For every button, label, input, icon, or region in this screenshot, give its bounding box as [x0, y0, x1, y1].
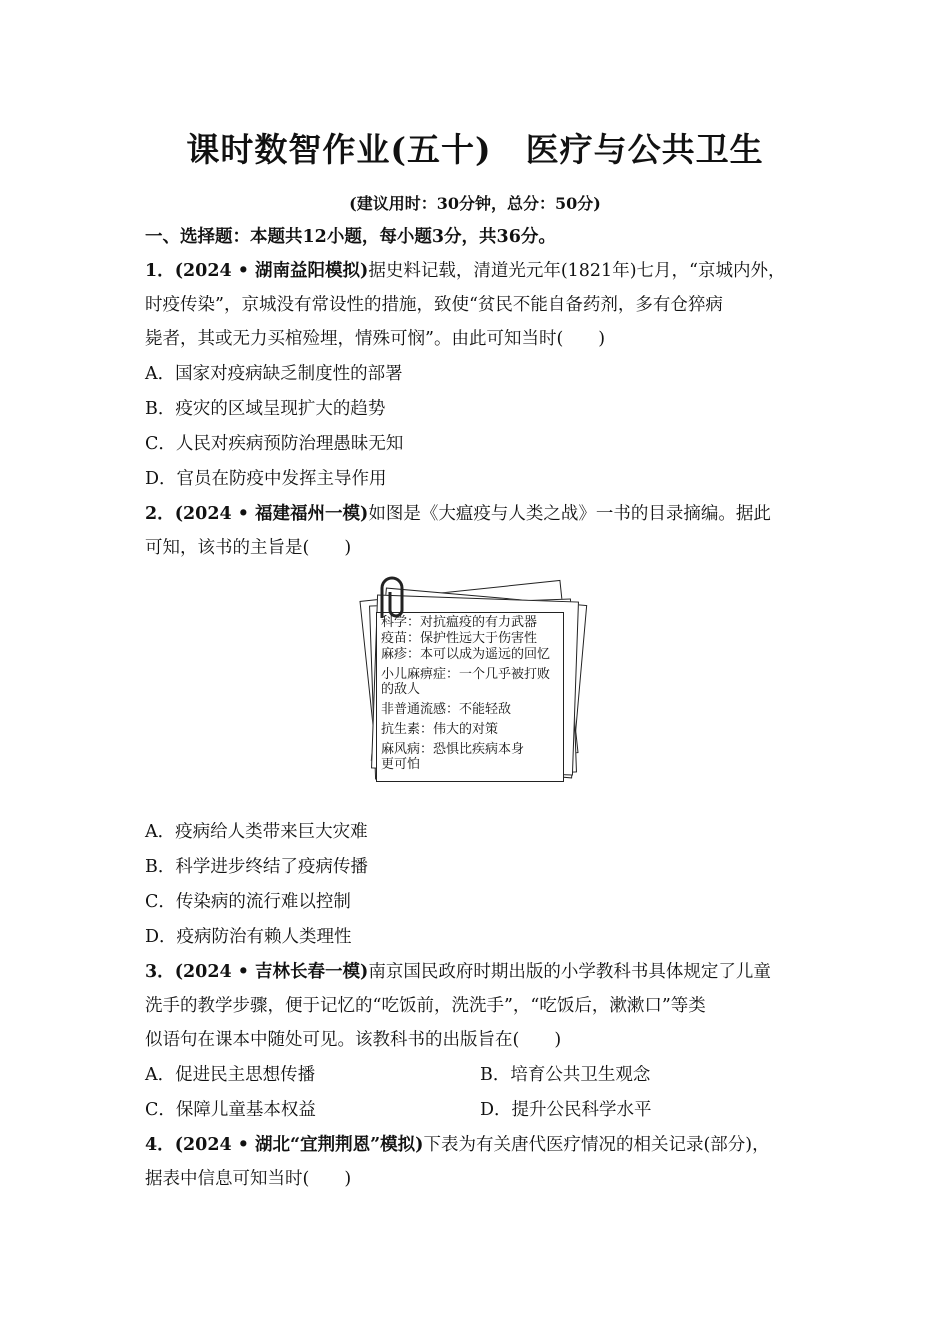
q3-stem-line3: 似语句在课本中随处可见。该教科书的出版旨在( ): [145, 1030, 562, 1050]
q2-stem-line2: 可知，该书的主旨是( ): [145, 538, 352, 558]
contents-entry: 疫苗：保护性远大于伤害性: [381, 631, 538, 646]
q4-text: 下表为有关唐代医疗情况的相关记录(部分)，: [423, 1135, 770, 1155]
title-topic: 医疗与公共卫生: [525, 130, 764, 169]
q2-number: 2．: [145, 504, 175, 524]
q1-stem-line1: [145, 259, 785, 283]
q3-source: (2024 • 吉林长春一模): [174, 962, 369, 982]
contents-entry: 麻疹：本可以成为遥远的回忆: [381, 647, 551, 662]
contents-entry: 麻风病：恐惧比疾病本身更可怕: [381, 742, 525, 772]
q2-option-c: C．传染病的流行难以控制: [145, 892, 351, 912]
q1-stem-line2: 时疫传染”，京城没有常设性的措施，致使“贫民不能自备药剂，多有仓猝病: [145, 295, 723, 315]
q4-number: 4．: [145, 1135, 175, 1155]
contents-entry: 科学：对抗瘟疫的有力武器: [381, 615, 538, 630]
q3-option-d: D．提升公民科学水平: [480, 1100, 652, 1120]
paper-clip-icon: [370, 574, 414, 624]
contents-entry: 小儿麻痹症：一个几乎被打败的敌人: [381, 667, 551, 697]
q3-number: 3．: [145, 962, 175, 982]
q3-option-a: A．促进民主思想传播: [145, 1065, 316, 1085]
q1-option-b: B．疫灾的区域呈现扩大的趋势: [145, 399, 386, 419]
q3-text: 南京国民政府时期出版的小学教科书具体规定了儿童: [368, 962, 771, 982]
q1-source: (2024 • 湖南益阳模拟): [174, 261, 369, 281]
page-title: [0, 124, 950, 171]
q2-option-a: A．疫病给人类带来巨大灾难: [145, 822, 368, 842]
q3-stem-line1: [145, 960, 771, 984]
title-main: 课时数智作业(五十): [186, 130, 492, 169]
contents-entry: 非普通流感：不能轻敌: [381, 702, 512, 717]
q1-text: 据史料记载，清道光元年(1821年)七月，“京城内外，: [368, 261, 786, 281]
q1-option-a: A．国家对疫病缺乏制度性的部署: [145, 364, 403, 384]
contents-entry: 抗生素：伟大的对策: [381, 722, 499, 737]
q2-option-b: B．科学进步终结了疫病传播: [145, 857, 368, 877]
q3-option-c: C．保障儿童基本权益: [145, 1100, 316, 1120]
q1-number: 1．: [145, 261, 175, 281]
section-heading: 一、选择题：本题共12小题，每小题3分，共36分。: [145, 227, 556, 247]
q4-stem-line1: [145, 1133, 770, 1157]
book-contents-figure: [348, 568, 596, 808]
q4-stem-line2: 据表中信息可知当时( ): [145, 1169, 352, 1189]
contents-list: [381, 615, 561, 777]
q2-option-d: D．疫病防治有赖人类理性: [145, 927, 352, 947]
time-score-info: (建议用时：30分钟，总分：50分): [349, 194, 601, 213]
q2-text: 如图是《大瘟疫与人类之战》一书的目录摘编。据此: [368, 504, 771, 524]
q4-source: (2024 • 湖北“宜荆荆恩”模拟): [174, 1135, 424, 1155]
q2-source: (2024 • 福建福州一模): [174, 504, 369, 524]
q1-option-c: C．人民对疾病预防治理愚昧无知: [145, 434, 404, 454]
q2-stem-line1: [145, 502, 771, 526]
q3-option-b: B．培育公共卫生观念: [480, 1065, 651, 1085]
contents-card: [376, 612, 564, 782]
q1-option-d: D．官员在防疫中发挥主导作用: [145, 469, 387, 489]
q1-stem-line3: 毙者，其或无力买棺殓埋，情殊可悯”。由此可知当时( ): [145, 329, 606, 349]
q3-stem-line2: 洗手的教学步骤，便于记忆的“吃饭前，洗洗手”，“吃饭后，漱漱口”等类: [145, 996, 706, 1016]
